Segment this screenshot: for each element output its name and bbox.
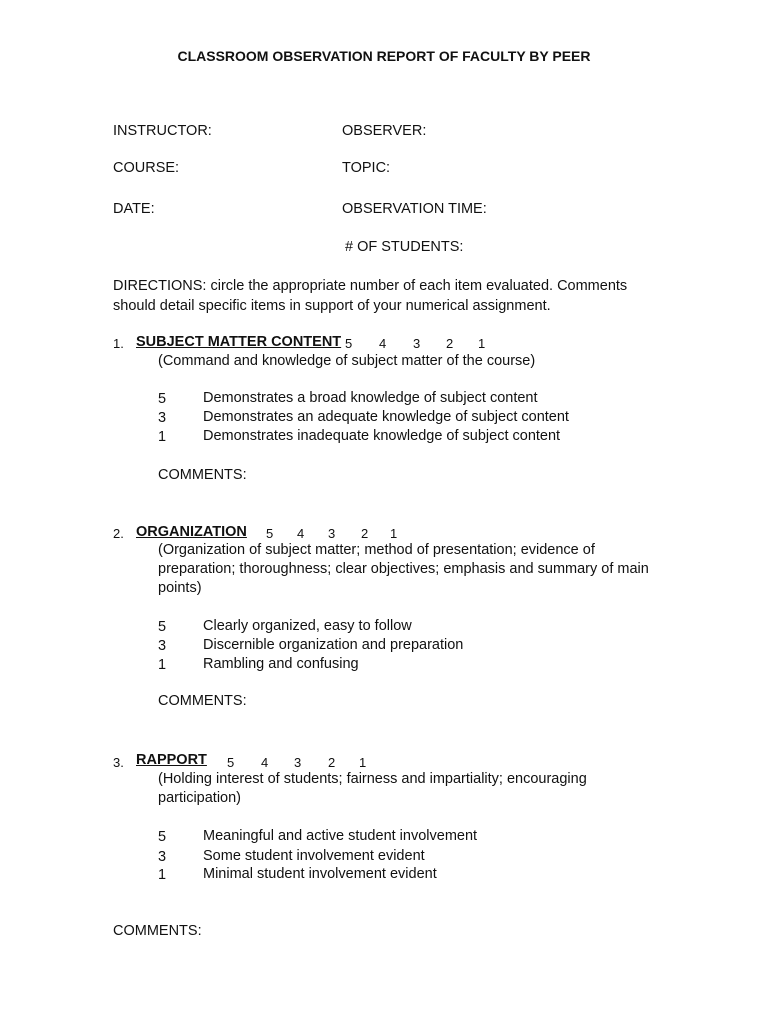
rating-4[interactable]: 4 — [297, 526, 305, 541]
criterion-score: 5 — [158, 619, 167, 635]
criterion-score: 5 — [158, 391, 167, 407]
item-heading: SUBJECT MATTER CONTENT — [136, 334, 342, 350]
instructor-label: INSTRUCTOR: — [113, 123, 212, 139]
criterion-text: Meaningful and active student involvement — [203, 828, 478, 844]
item-number: 2. — [113, 526, 124, 541]
rating-4[interactable]: 4 — [379, 336, 387, 351]
item-description: (Holding interest of students; fairness and impartiality; encouraging participation) — [158, 771, 587, 806]
item-description: (Organization of subject matter; method of presentation; evidence of preparation; thoroughness; clear objectives; emphasis and summary of main points) — [158, 542, 649, 596]
rating-1[interactable]: 1 — [390, 526, 398, 541]
rating-2[interactable]: 2 — [446, 336, 454, 351]
criterion-score: 3 — [158, 849, 167, 865]
criterion-text: Rambling and confusing — [203, 656, 359, 672]
topic-label: TOPIC: — [342, 160, 391, 176]
criterion-score: 5 — [158, 829, 167, 845]
item-number: 1. — [113, 336, 124, 351]
criterion-text: Discernible organization and preparation — [203, 637, 464, 653]
rating-4[interactable]: 4 — [261, 755, 269, 770]
criterion-text: Demonstrates a broad knowledge of subject content — [203, 390, 538, 406]
observer-label: OBSERVER: — [342, 123, 427, 139]
criterion-score: 1 — [158, 867, 167, 883]
rating-3[interactable]: 3 — [294, 755, 302, 770]
criterion-score: 3 — [158, 410, 167, 426]
date-label: DATE: — [113, 201, 155, 217]
rating-2[interactable]: 2 — [328, 755, 336, 770]
item-heading: ORGANIZATION — [136, 524, 247, 540]
rating-3[interactable]: 3 — [413, 336, 421, 351]
comments-label: COMMENTS: — [113, 923, 202, 939]
criterion-text: Minimal student involvement evident — [203, 866, 437, 882]
criterion-text: Demonstrates inadequate knowledge of subject content — [203, 428, 561, 444]
rating-scale — [345, 334, 485, 353]
rating-2[interactable]: 2 — [361, 526, 369, 541]
course-label: COURSE: — [113, 160, 180, 176]
comments-label: COMMENTS: — [158, 693, 247, 709]
item-description: (Command and knowledge of subject matter of the course) — [158, 353, 536, 369]
rating-5[interactable]: 5 — [227, 755, 235, 770]
criterion-text: Demonstrates an adequate knowledge of subject content — [203, 409, 569, 425]
rating-3[interactable]: 3 — [328, 526, 336, 541]
page-title: CLASSROOM OBSERVATION REPORT OF FACULTY BY PEER — [177, 48, 591, 64]
comments-label: COMMENTS: — [158, 467, 247, 483]
num-students-label: # OF STUDENTS: — [345, 239, 464, 255]
criterion-score: 1 — [158, 657, 167, 673]
criterion-score: 3 — [158, 638, 167, 654]
criterion-text: Clearly organized, easy to follow — [203, 618, 412, 634]
criterion-text: Some student involvement evident — [203, 848, 425, 864]
criterion-score: 1 — [158, 429, 167, 445]
rating-5[interactable]: 5 — [266, 526, 274, 541]
item-number: 3. — [113, 755, 124, 770]
rating-5[interactable]: 5 — [345, 336, 353, 351]
rating-1[interactable]: 1 — [478, 336, 486, 351]
rating-1[interactable]: 1 — [359, 755, 367, 770]
directions-text: DIRECTIONS: circle the appropriate number of each item evaluated. Comments should detail specific items in support of your numerical assignment. — [113, 278, 628, 314]
item-heading: RAPPORT — [136, 752, 207, 768]
observation-time-label: OBSERVATION TIME: — [342, 201, 487, 217]
